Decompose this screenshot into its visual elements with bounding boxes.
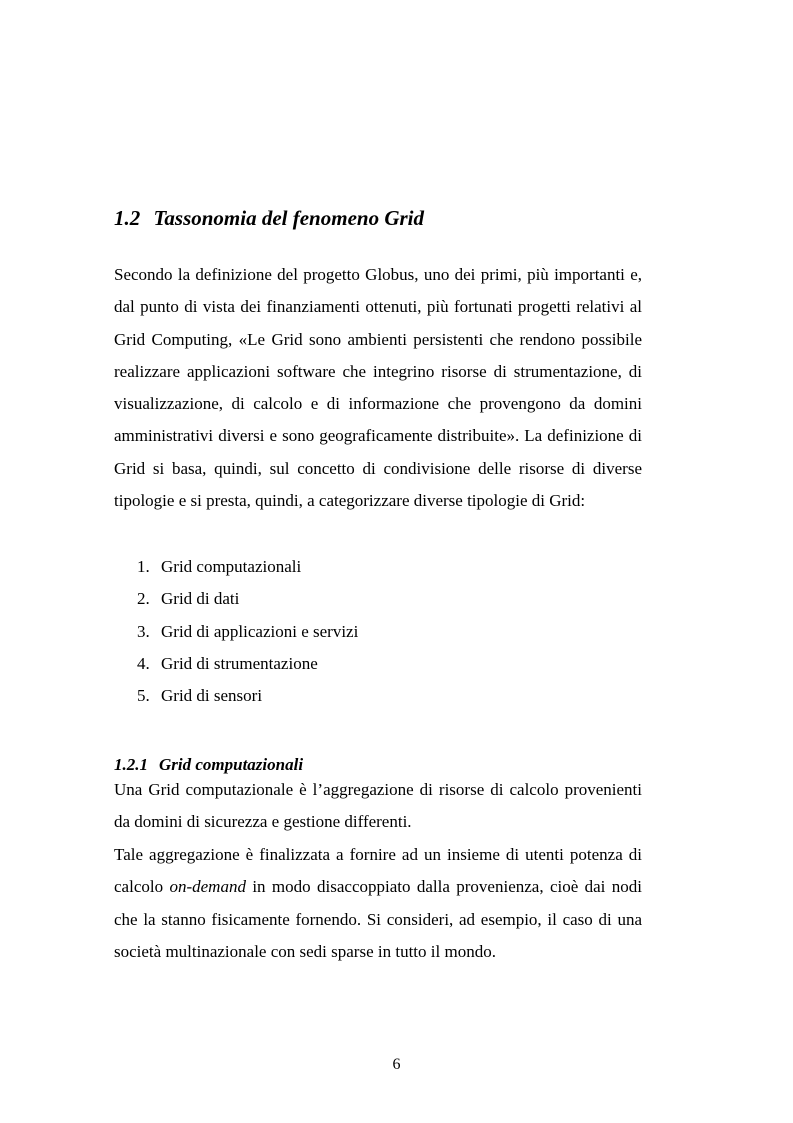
list-item (137, 583, 358, 615)
paragraph-text: Tale aggregazione è finalizzata a fornire ad un insieme di utenti potenza di calcolo (114, 845, 642, 897)
list-item (137, 648, 358, 680)
body-paragraph: Una Grid computazionale è l’aggregazione di risorse di calcolo provenienti da domini di sicurezza e gestione differenti. (114, 780, 642, 832)
paragraph-text: in modo disaccoppiato dalla provenienza, cioè dai nodi che la stanno fisicamente fornendo. Si consideri, ad esempio, il caso di una società multinazionale con sedi sparse in tutto il mondo. (114, 877, 642, 961)
list-item-label: Grid computazionali (161, 557, 302, 576)
emphasized-term: on-demand (169, 877, 246, 897)
list-item-number: 2. (137, 589, 150, 609)
list-item (137, 616, 358, 648)
subsection-number: 1.2.1 (114, 755, 148, 774)
list-item-label: Grid di strumentazione (161, 653, 318, 673)
list-item-number: 4. (137, 653, 150, 673)
section-title: Tassonomia del fenomeno Grid (153, 206, 424, 230)
section-number: 1.2 (114, 206, 141, 230)
body-paragraph-emphasis (114, 839, 642, 968)
subsection-heading (114, 754, 303, 776)
list-item (137, 551, 358, 583)
page-number: 6 (392, 1056, 401, 1073)
list-item-label: Grid di applicazioni e servizi (161, 621, 359, 641)
list-item (137, 680, 358, 712)
list-item-label: Grid di dati (161, 589, 240, 609)
grid-types-list (137, 551, 358, 712)
list-item-number: 5. (137, 686, 150, 706)
list-item-label: Grid di sensori (161, 686, 263, 706)
subsection-title: Grid computazionali (159, 755, 304, 774)
section-heading (114, 203, 674, 233)
list-item-number: 1. (137, 557, 150, 576)
list-item-number: 3. (137, 621, 150, 641)
intro-paragraph: Secondo la definizione del progetto Globus, uno dei primi, più importanti e, dal punto di vista dei finanziamenti ottenuti, più fortunati progetti relativi al Grid Computing, «Le Grid sono ambienti persistenti che rendono possibile realizzare applicazioni software che integrino risorse di strumentazione, di visualizzazione, di calcolo e di informazione che provengono da domini amministrativi diversi e sono geograficamente distribuite». La definizione di Grid si basa, quindi, sul concetto di condivisione delle risorse di diverse tipologie e si presta, quindi, a categorizzare diverse tipologie di Grid: (114, 265, 642, 511)
